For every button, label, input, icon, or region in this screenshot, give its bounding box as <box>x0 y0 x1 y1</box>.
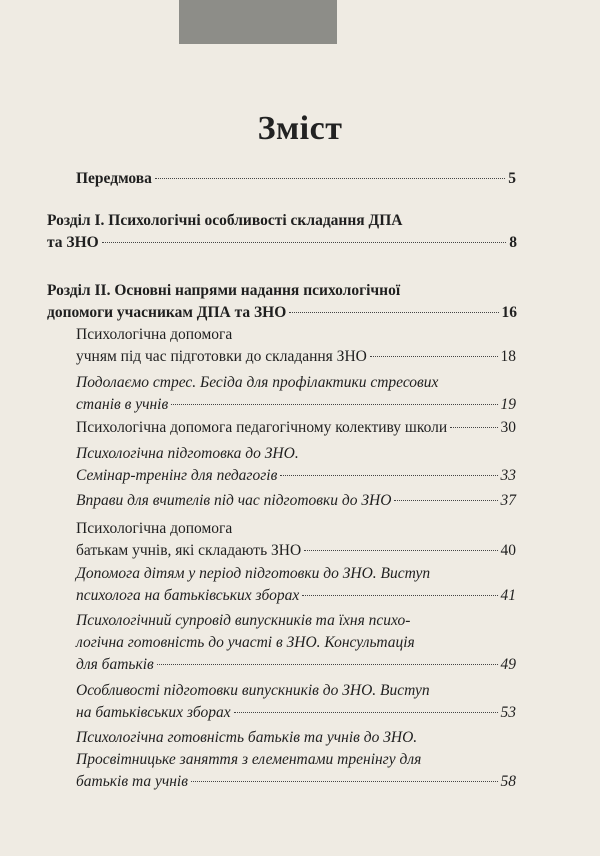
toc-entry-text: Психологічна допомога <box>76 520 233 537</box>
page-number: 19 <box>500 396 516 413</box>
page-number: 5 <box>508 170 516 187</box>
dot-leader <box>304 550 497 551</box>
dot-leader <box>280 475 497 476</box>
toc-entry-support <box>76 610 516 676</box>
toc-entry-text: Вправи для вчителів під час підготовки до ЗНО <box>76 492 392 509</box>
page-number: 18 <box>500 348 516 365</box>
page-number: 8 <box>509 234 517 251</box>
toc-entry-text: та ЗНО <box>47 234 99 251</box>
dot-leader <box>394 500 497 501</box>
toc-entry-text: Психологічний супровід випускників та їхня психо- <box>76 612 411 629</box>
toc-entry-text: Психологічна готовність батьків та учнів до ЗНО. <box>76 729 418 746</box>
dot-leader <box>171 404 497 405</box>
page-number: 49 <box>500 656 516 673</box>
toc-entry-exercises <box>76 490 516 512</box>
dot-leader <box>450 427 497 428</box>
toc-entry-text: Розділ ІІ. Основні напрями надання психологічної <box>47 282 401 299</box>
toc-entry-text: Подолаємо стрес. Бесіда для профілактики стресових <box>76 374 439 391</box>
toc-entry-text: допомоги учасникам ДПА та ЗНО <box>47 304 287 321</box>
dot-leader <box>370 356 498 357</box>
dot-leader <box>302 595 497 596</box>
toc-entry-text: психолога на батьківських зборах <box>76 587 300 604</box>
toc-entry-text: Просвітницьке заняття з елементами тренінгу для <box>76 751 422 768</box>
page-number: 30 <box>500 419 516 436</box>
toc-entry-text: для батьків <box>76 656 154 673</box>
toc-entry-text: Особливості підготовки випускників до ЗНО. Виступ <box>76 682 430 699</box>
toc-entry-students-help <box>76 324 516 368</box>
page-number: 58 <box>500 773 516 790</box>
toc-entry-text: Психологічна підготовка до ЗНО. <box>76 445 299 462</box>
page-number: 37 <box>500 492 516 509</box>
toc-entry-text: учням під час підготовки до складання ЗНО <box>76 348 367 365</box>
toc-entry-graduates <box>76 680 516 724</box>
page-number: 41 <box>500 587 516 604</box>
dot-leader <box>234 712 498 713</box>
toc-entry-text: Передмова <box>76 170 152 187</box>
toc-entry-text: Семінар-тренінг для педагогів <box>76 467 278 484</box>
page-number: 33 <box>500 467 516 484</box>
toc-entry-staff-help <box>76 417 516 439</box>
dot-leader <box>191 781 498 782</box>
dot-leader <box>157 664 498 665</box>
toc-entry-children-help <box>76 563 516 607</box>
toc-entry-readiness <box>76 727 516 793</box>
page-number: 53 <box>500 704 516 721</box>
page-title: Зміст <box>257 110 343 147</box>
toc-entry-section-1 <box>47 210 517 254</box>
toc-entry-text: батькам учнів, які складають ЗНО <box>76 542 302 559</box>
dot-leader <box>102 242 507 243</box>
page-number: 40 <box>500 542 516 559</box>
toc-entry-preface <box>76 168 516 190</box>
toc-entry-stress <box>76 372 516 416</box>
toc-entry-text: Розділ І. Психологічні особливості складання ДПА <box>47 212 403 229</box>
toc-entry-text: на батьківських зборах <box>76 704 231 721</box>
toc-entry-text: Психологічна допомога педагогічному колективу школи <box>76 419 448 436</box>
toc-entry-text: Допомога дітям у період підготовки до ЗНО. Виступ <box>76 565 431 582</box>
toc-entry-seminar <box>76 443 516 487</box>
toc-entry-text: батьків та учнів <box>76 773 188 790</box>
toc-entry-text: станів в учнів <box>76 396 169 413</box>
dot-leader <box>155 178 505 179</box>
toc-entry-section-2 <box>47 280 517 324</box>
dot-leader <box>289 312 498 313</box>
toc-entry-text: логічна готовність до участі в ЗНО. Консультація <box>76 634 415 651</box>
toc-entry-text: Психологічна допомога <box>76 326 233 343</box>
page-number: 16 <box>501 304 517 321</box>
toc-entry-parents-help <box>76 518 516 562</box>
